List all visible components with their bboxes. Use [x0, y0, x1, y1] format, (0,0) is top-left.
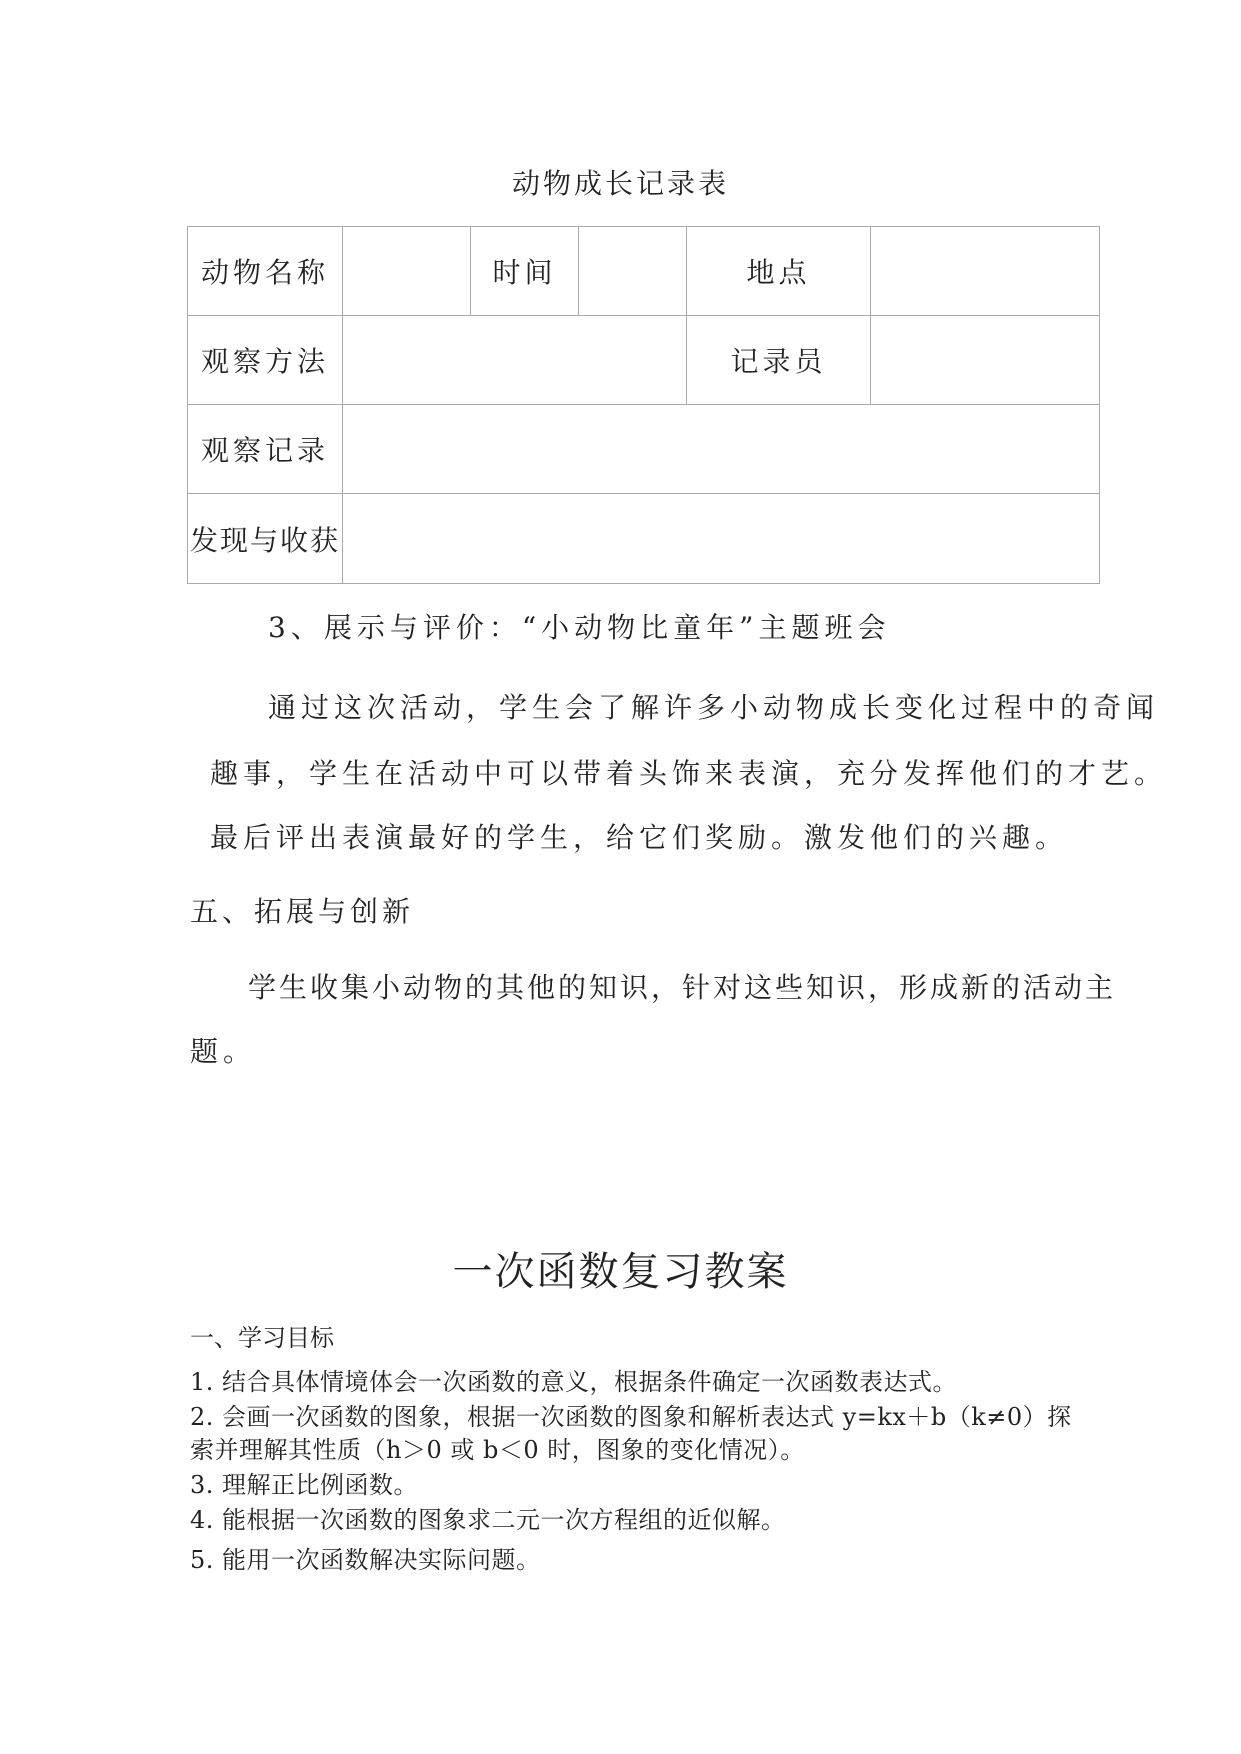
section3-line-1: 通过这次活动，学生会了解许多小动物成长变化过程中的奇闻 [268, 691, 1160, 724]
section3-line-3: 最后评出表演最好的学生，给它们奖励。激发他们的兴趣。 [210, 821, 1069, 854]
animal-name-label: 动物名称 [188, 227, 343, 316]
objective-2-line-2: 索并理解其性质（h＞0 或 b＜0 时，图象的变化情况）。 [190, 1436, 805, 1464]
section5-line-1: 学生收集小动物的其他的知识，针对这些知识，形成新的活动主 [248, 971, 1117, 1004]
section3-heading: 3、展示与评价：“小动物比童年”主题班会 [268, 611, 891, 644]
objective-3: 3. 理解正比例函数。 [190, 1471, 419, 1499]
objective-2-line-1: 2. 会画一次函数的图象，根据一次函数的图象和解析表达式 y=kx＋b（k≠0）探 [190, 1403, 1072, 1431]
objective-4: 4. 能根据一次函数的图象求二元一次方程组的近似解。 [190, 1506, 786, 1534]
section5-heading: 五、拓展与创新 [190, 895, 415, 928]
animal-name-cell[interactable] [343, 227, 471, 316]
section5-line-2: 题。 [190, 1035, 257, 1068]
objectives-heading: 一、学习目标 [190, 1324, 334, 1352]
objective-5: 5. 能用一次函数解决实际问题。 [190, 1546, 541, 1574]
lesson-title: 一次函数复习教案 [452, 1249, 789, 1295]
record-cell[interactable] [343, 405, 1100, 494]
recorder-label: 记录员 [687, 316, 871, 405]
findings-cell[interactable] [343, 494, 1100, 584]
section3-line-2: 趣事，学生在活动中可以带着头饰来表演，充分发挥他们的才艺。 [210, 757, 1168, 790]
objective-1: 1. 结合具体情境体会一次函数的意义，根据条件确定一次函数表达式。 [190, 1368, 958, 1396]
time-cell[interactable] [579, 227, 687, 316]
animal-growth-record-table [187, 226, 1100, 584]
findings-label: 发现与收获 [188, 494, 343, 584]
place-label: 地点 [687, 227, 871, 316]
place-cell[interactable] [871, 227, 1100, 316]
table-title: 动物成长记录表 [511, 167, 729, 200]
method-label: 观察方法 [188, 316, 343, 405]
method-cell[interactable] [343, 316, 687, 405]
record-label: 观察记录 [188, 405, 343, 494]
time-label: 时间 [471, 227, 579, 316]
recorder-cell[interactable] [871, 316, 1100, 405]
